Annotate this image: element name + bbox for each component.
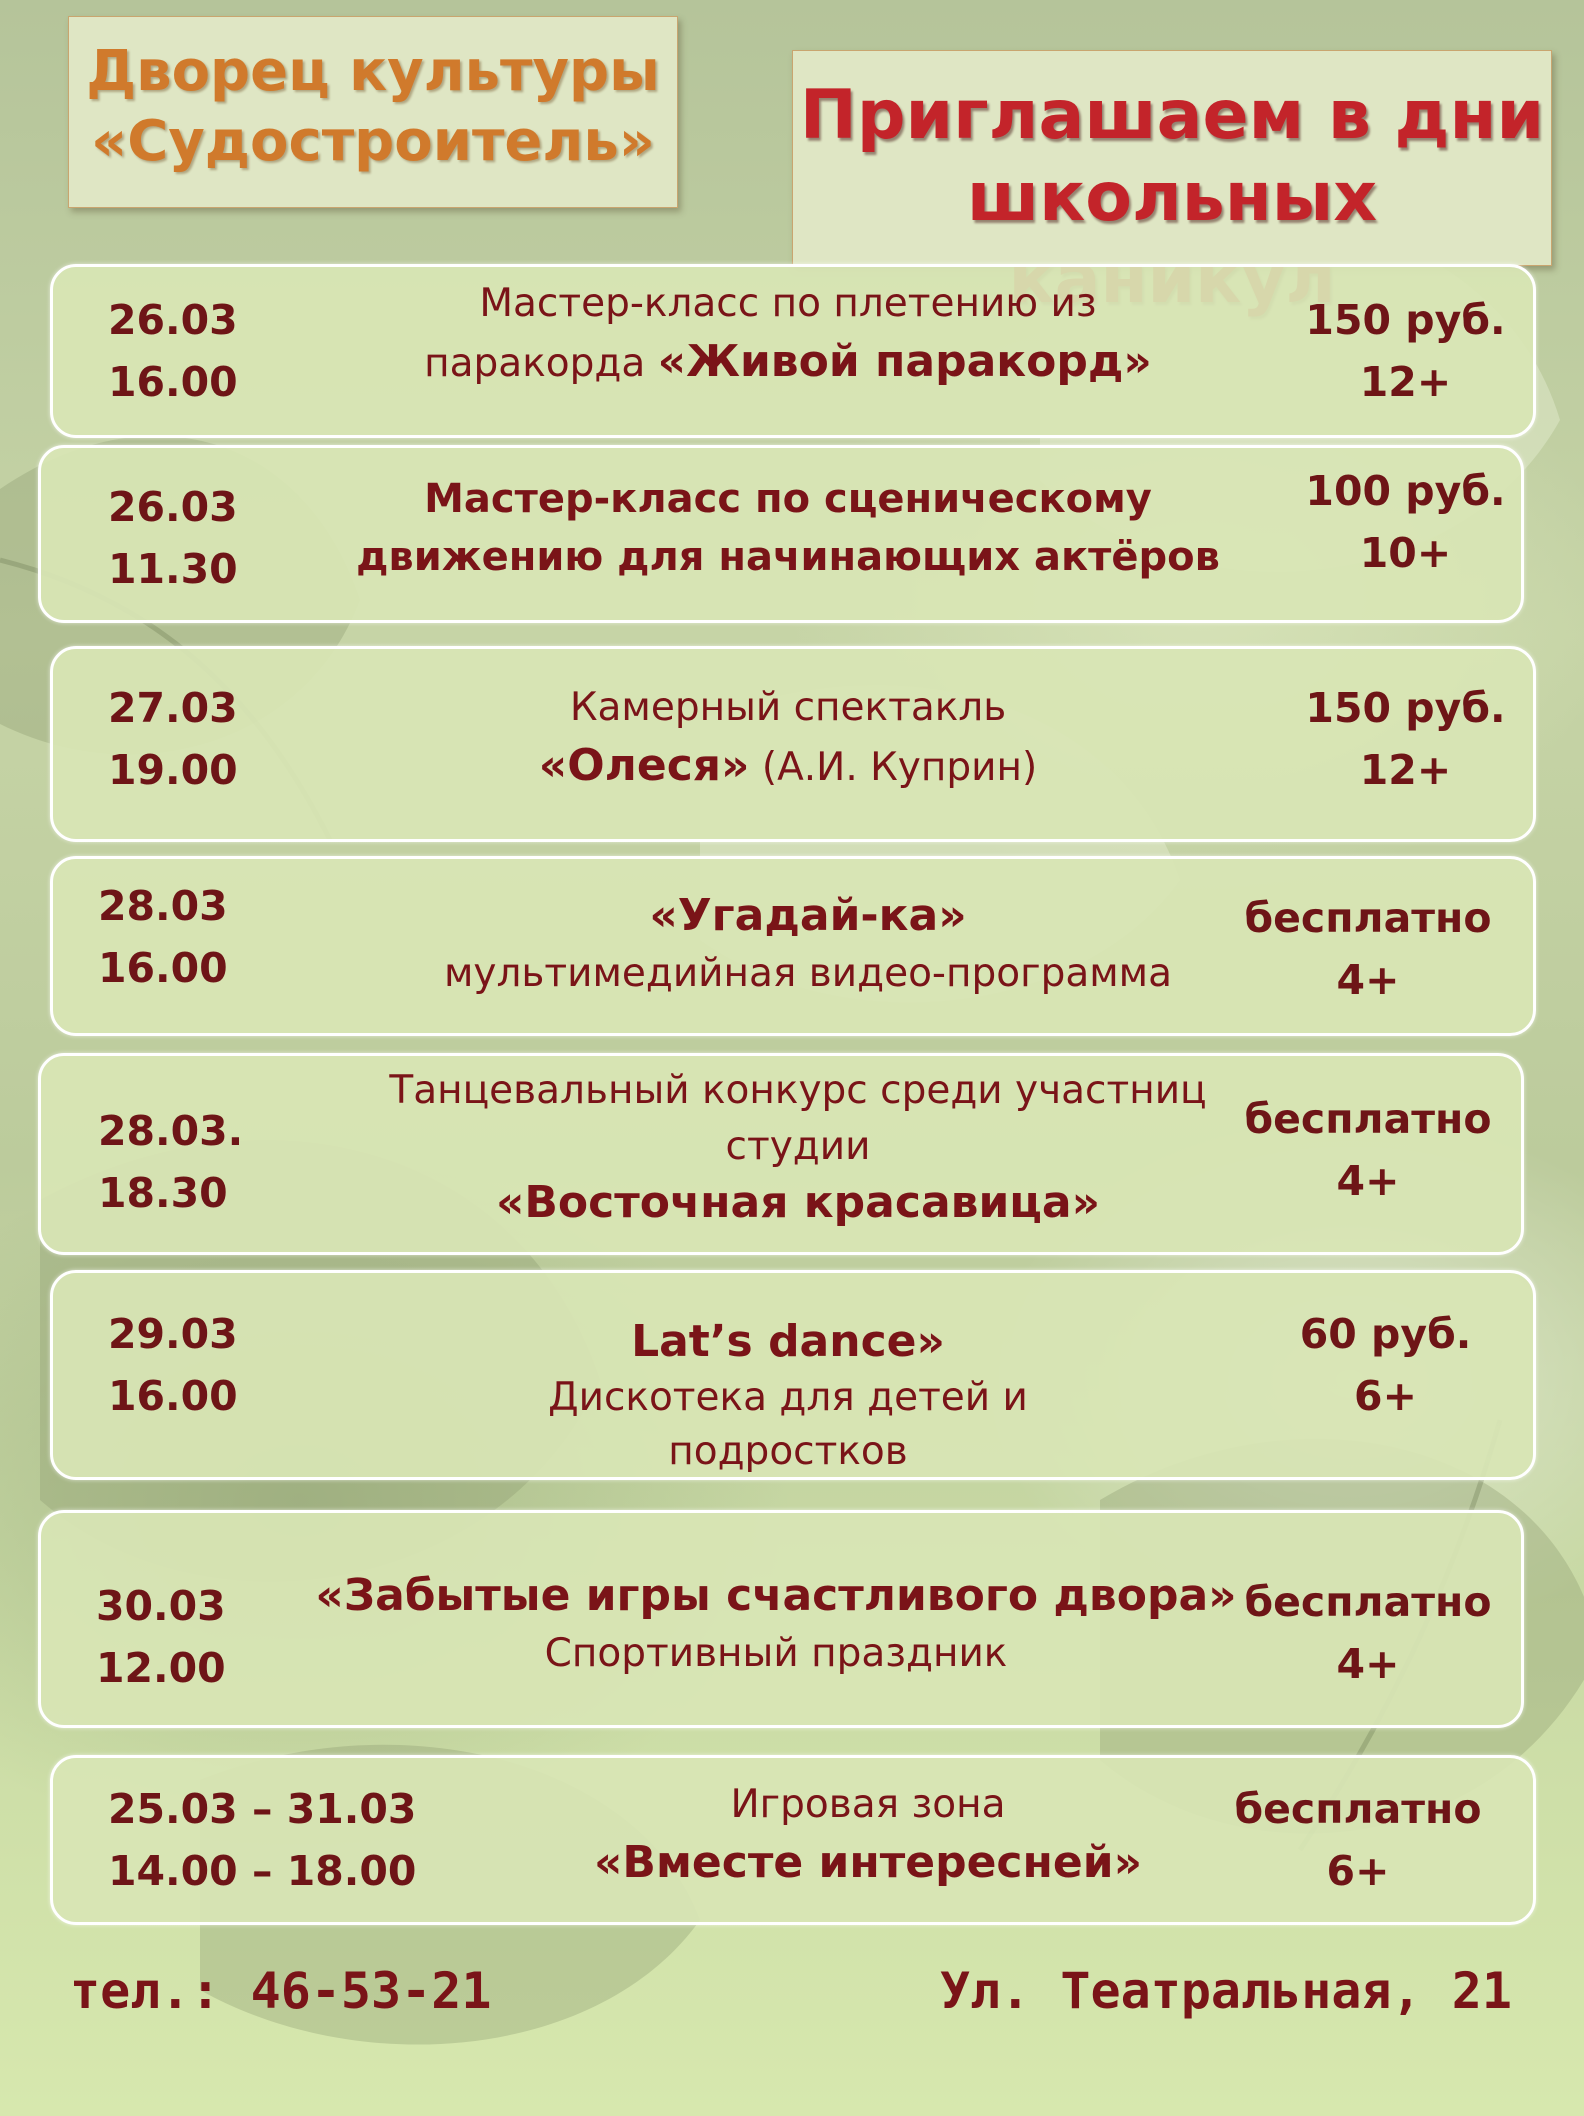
event-price-value: 60 руб. bbox=[1299, 1310, 1472, 1358]
event-date-day: 29.03 bbox=[108, 1310, 238, 1358]
event-description bbox=[283, 1313, 1293, 1479]
event-date-day: 28.03. bbox=[98, 1107, 244, 1155]
organization-name-line2: «Судостроитель» bbox=[91, 109, 655, 174]
event-date bbox=[108, 1303, 238, 1427]
invite-title-box bbox=[792, 50, 1552, 266]
event-card bbox=[50, 1270, 1536, 1480]
event-price-value: 150 руб. bbox=[1305, 684, 1506, 732]
event-date-time: 19.00 bbox=[108, 746, 238, 794]
event-desc-line2: движению для начинающих актёров bbox=[356, 534, 1220, 580]
event-age-rating: 4+ bbox=[1336, 956, 1400, 1004]
event-date bbox=[98, 875, 228, 999]
event-date-time: 12.00 bbox=[96, 1644, 226, 1692]
event-desc-line1: Танцевальный конкурс среди участниц bbox=[389, 1068, 1207, 1113]
event-date-time: 16.00 bbox=[108, 1372, 238, 1420]
event-date-time: 11.30 bbox=[108, 545, 238, 593]
event-desc-line1: Камерный спектакль bbox=[569, 685, 1007, 730]
event-card bbox=[38, 1510, 1524, 1728]
event-description bbox=[373, 1776, 1363, 1892]
event-desc-line2: студии bbox=[725, 1124, 871, 1169]
event-price-value: 100 руб. bbox=[1305, 467, 1506, 515]
event-description bbox=[293, 1062, 1303, 1232]
event-date bbox=[108, 289, 238, 413]
event-card bbox=[50, 856, 1536, 1036]
event-title: «Живой паракорд» bbox=[657, 336, 1152, 387]
event-price bbox=[1293, 677, 1518, 801]
event-description bbox=[283, 470, 1293, 586]
event-price-value: бесплатно bbox=[1244, 1578, 1492, 1626]
event-description bbox=[283, 679, 1293, 797]
event-price-value: 150 руб. bbox=[1305, 296, 1506, 344]
event-price bbox=[1293, 460, 1518, 584]
event-date-day: 26.03 bbox=[108, 296, 238, 344]
event-price bbox=[1243, 887, 1493, 1011]
event-title: «Олеся» bbox=[538, 740, 750, 791]
event-date-time: 14.00 – 18.00 bbox=[108, 1847, 417, 1895]
organization-name-line1: Дворец культуры bbox=[86, 39, 660, 104]
event-desc-line1: Мастер-класс по плетению из bbox=[479, 281, 1097, 326]
event-age-rating: 4+ bbox=[1336, 1157, 1400, 1205]
event-age-rating: 6+ bbox=[1326, 1847, 1390, 1895]
event-author: (А.И. Куприн) bbox=[749, 745, 1038, 790]
event-price bbox=[1233, 1778, 1483, 1902]
event-title: «Восточная красавица» bbox=[495, 1177, 1101, 1228]
event-card bbox=[38, 445, 1524, 623]
event-description bbox=[283, 275, 1293, 393]
event-price bbox=[1243, 1571, 1493, 1695]
invite-title-line2: школьных bbox=[966, 158, 1378, 237]
event-card bbox=[38, 1053, 1524, 1255]
event-card bbox=[50, 646, 1536, 842]
event-date-time: 16.00 bbox=[108, 358, 238, 406]
event-age-rating: 6+ bbox=[1354, 1372, 1417, 1420]
event-date bbox=[96, 1575, 226, 1699]
event-card bbox=[50, 264, 1536, 438]
event-card bbox=[50, 1755, 1536, 1925]
event-price bbox=[1243, 1088, 1493, 1212]
event-date-day: 27.03 bbox=[108, 684, 238, 732]
event-date bbox=[98, 1100, 243, 1224]
contact-phone: тел.: 46-53-21 bbox=[70, 1962, 492, 2020]
event-age-rating: 12+ bbox=[1359, 746, 1452, 794]
event-date-day: 26.03 bbox=[108, 483, 238, 531]
organization-title-box bbox=[68, 16, 678, 208]
event-date bbox=[108, 476, 238, 600]
event-description bbox=[271, 1567, 1281, 1683]
event-price bbox=[1293, 289, 1518, 413]
event-desc-line2: Спортивный праздник bbox=[544, 1631, 1008, 1676]
event-age-rating: 4+ bbox=[1336, 1640, 1400, 1688]
event-description bbox=[303, 887, 1313, 1003]
invite-title-line1: Приглашаем в дни bbox=[799, 76, 1545, 155]
event-desc-line2-plain: паракорда bbox=[424, 341, 658, 386]
event-desc-line2: мультимедийная видео-программа bbox=[443, 951, 1173, 996]
event-date-day: 25.03 – 31.03 bbox=[108, 1785, 417, 1833]
event-age-rating: 10+ bbox=[1359, 529, 1452, 577]
event-date-day: 28.03 bbox=[98, 882, 228, 930]
event-title: «Вместе интересней» bbox=[593, 1837, 1142, 1888]
event-date bbox=[108, 1778, 416, 1902]
event-title: Lat’s dance» bbox=[631, 1316, 945, 1367]
event-date-day: 30.03 bbox=[96, 1582, 226, 1630]
event-desc-line1: Мастер-класс по сценическому bbox=[424, 476, 1152, 522]
event-price-value: бесплатно bbox=[1244, 1095, 1492, 1143]
contact-address: Ул. Театральная, 21 bbox=[940, 1962, 1512, 2020]
event-desc-line1: Игровая зона bbox=[730, 1782, 1006, 1827]
event-date-time: 16.00 bbox=[98, 944, 228, 992]
event-price bbox=[1273, 1303, 1498, 1427]
event-desc-line2: Дискотека для детей и bbox=[548, 1375, 1028, 1420]
event-age-rating: 12+ bbox=[1359, 358, 1452, 406]
event-desc-line3: подростков bbox=[668, 1429, 908, 1474]
event-date-time: 18.30 bbox=[98, 1169, 228, 1217]
event-desc-line2 bbox=[283, 333, 1293, 393]
event-title: «Угадай-ка» bbox=[649, 890, 967, 941]
event-price-value: бесплатно bbox=[1234, 1785, 1482, 1833]
event-title: «Забытые игры счастливого двора» bbox=[315, 1570, 1237, 1621]
event-date bbox=[108, 677, 238, 801]
event-price-value: бесплатно bbox=[1244, 894, 1492, 942]
event-desc-line2 bbox=[283, 737, 1293, 797]
